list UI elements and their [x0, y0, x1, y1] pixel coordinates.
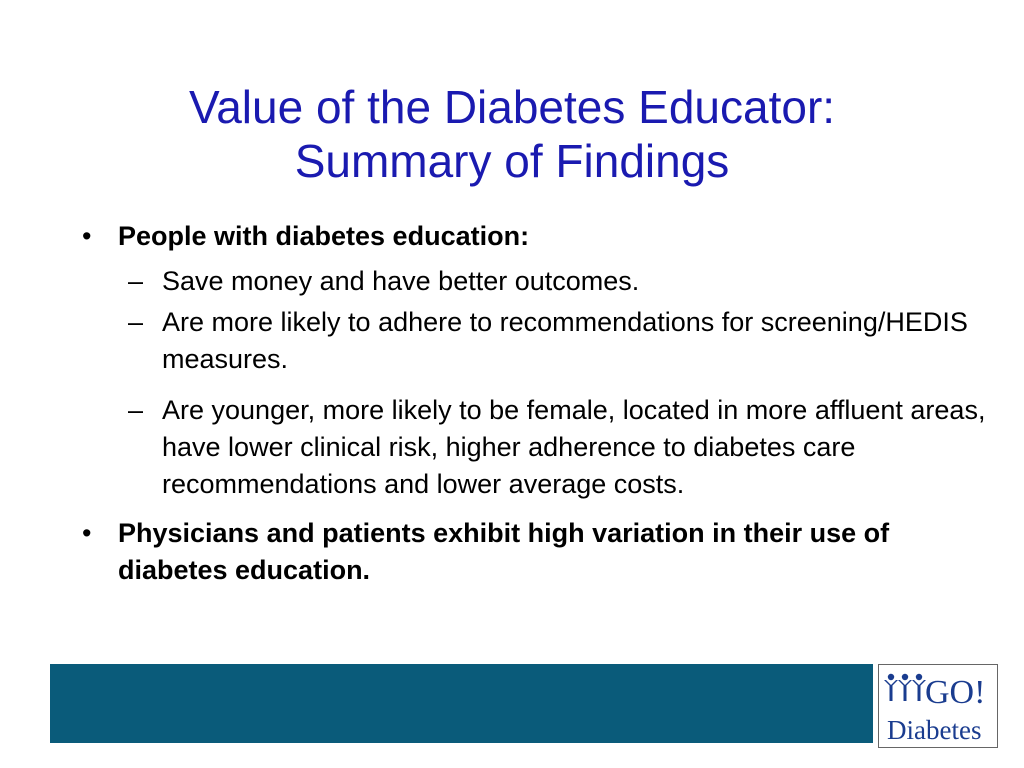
bullet-2 [78, 515, 998, 589]
sub-bullet-marker: – [128, 307, 144, 337]
logo-text-top: GO! [925, 674, 986, 711]
bullet-1 [78, 218, 998, 255]
go-diabetes-logo [878, 664, 998, 748]
logo-graphic [879, 665, 997, 747]
sub-bullet-3 [78, 392, 998, 503]
slide-title-line-2: Summary of Findings [294, 135, 730, 187]
slide-body [78, 218, 998, 589]
slide-title [40, 80, 984, 188]
sub-bullet-text: Are more likely to adhere to recommendations for screening/HEDIS measures. [162, 307, 968, 374]
slide-title-line-1: Value of the Diabetes Educator: [188, 81, 836, 133]
bullet-marker: • [82, 221, 92, 251]
sub-bullet-2 [78, 304, 998, 378]
footer-band [50, 664, 873, 743]
sub-bullet-1 [78, 263, 998, 300]
bullet-text: Physicians and patients exhibit high variation in their use of diabetes education. [118, 518, 890, 585]
bullet-text: People with diabetes education: [118, 221, 530, 251]
bullet-marker: • [82, 518, 92, 548]
logo-text-bottom: Diabetes [887, 715, 982, 745]
sub-bullet-marker: – [128, 266, 144, 296]
sub-bullet-text: Save money and have better outcomes. [162, 266, 640, 296]
sub-bullet-marker: – [128, 395, 144, 425]
people-figures-icon [884, 674, 926, 701]
sub-bullet-text: Are younger, more likely to be female, located in more affluent areas, have lower clinical risk, higher adherence to diabetes care recommendations and lower average costs. [162, 395, 986, 499]
